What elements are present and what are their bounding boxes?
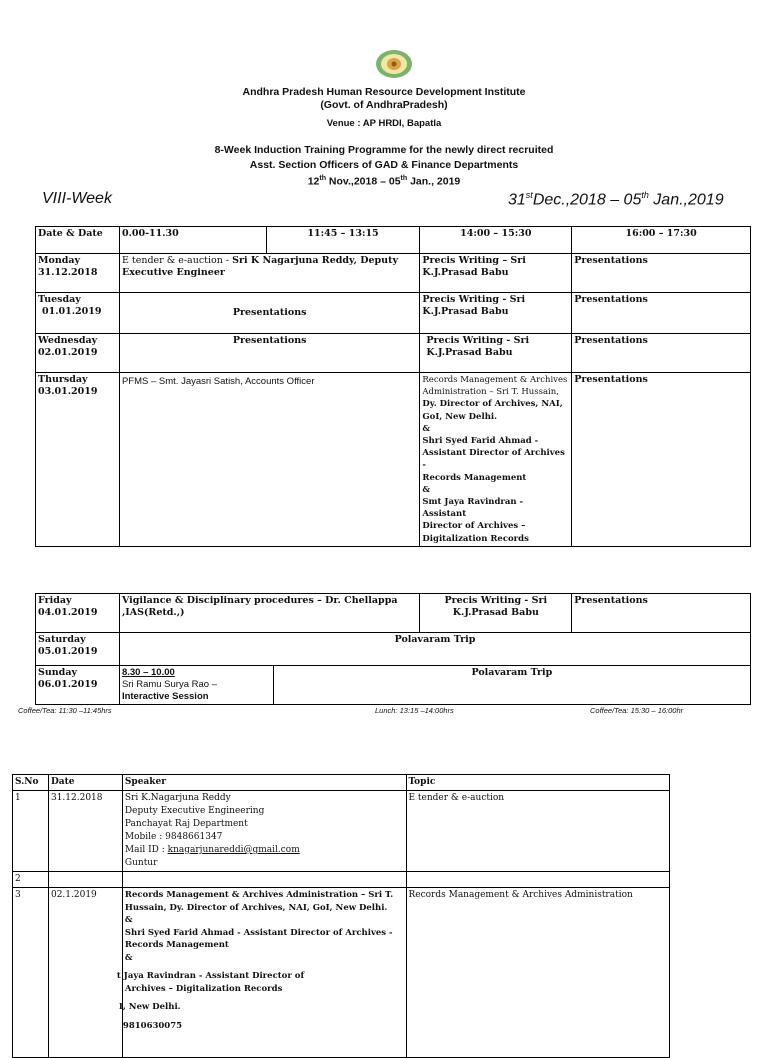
morning-session: PFMS – Smt. Jayasri Satish, Accounts Officer [119,373,419,547]
trip-session: Polavaram Trip [119,633,750,666]
header-slot-2: 11:45 – 13:15 [266,227,420,254]
speaker-cell: Records Management & Archives Administration – Sri T. Hussain, Dy. Director of Archives, NAI, GoI, New Delhi. & Shri Syed Farid Ahmad - Assistant Director of Archives - Records Management & t Jaya Ravindran - Assistant Director of Archives – Digitalization Records I, New Delhi. 9810630075 [122,888,406,1058]
date-cell [48,872,122,888]
header-speaker: Speaker [122,775,406,791]
table-header-row [13,775,670,791]
table-row [13,888,670,1058]
venue: Venue : AP HRDI, Bapatla [326,118,442,129]
org-name: Andhra Pradesh Human Resource Development Institute [242,86,526,98]
sno-cell: 2 [13,872,49,888]
afternoon-session: Precis Writing – Sri K.J.Prasad Babu [420,254,572,293]
afternoon-session: Precis Writing - Sri K.J.Prasad Babu [420,594,572,633]
ap-emblem-icon [374,48,414,80]
sno-cell: 1 [13,791,49,872]
programme-title: 8-Week Induction Training Programme for the newly direct recruited [214,144,554,156]
table-header-row [36,227,751,254]
day-cell: Friday 04.01.2019 [36,594,120,633]
day-cell: Thursday 03.01.2019 [36,373,120,547]
header-date: Date & Date [36,227,120,254]
schedule-table-week [35,226,751,547]
week-label: VIII-Week [42,190,112,207]
programme-subtitle: Asst. Section Officers of GAD & Finance Departments [249,159,519,171]
topic-cell [406,872,670,888]
afternoon-session: Precis Writing - Sri K.J.Prasad Babu [420,293,572,334]
day-cell: Monday 31.12.2018 [36,254,120,293]
interactive-session: 8.30 – 10.00 Sri Ramu Surya Rao – Interactive Session [119,666,273,705]
evening-session: Presentations [572,293,751,334]
lunch-break: Lunch: 13:15 –14:00hrs [375,706,454,715]
schedule-table-weekend [35,593,751,705]
table-row [36,666,751,705]
header-slot-1: 0.00-11.30 [119,227,266,254]
morning-session: E tender & e-auction - Sri K Nagarjuna Reddy, Deputy Executive Engineer [119,254,419,293]
table-row [36,334,751,373]
table-row [36,594,751,633]
table-row [36,293,751,334]
evening-session: Presentations [572,594,751,633]
topic-cell: E tender & e-auction [406,791,670,872]
day-cell: Sunday 06.01.2019 [36,666,120,705]
email-link[interactable]: knagarjunareddi@gmail.com [167,845,300,855]
header-topic: Topic [406,775,670,791]
date-cell: 31.12.2018 [48,791,122,872]
sno-cell: 3 [13,888,49,1058]
evening-session: Presentations [572,254,751,293]
morning-session: Presentations [119,293,419,334]
evening-session: Presentations [572,334,751,373]
day-cell: Tuesday 01.01.2019 [36,293,120,334]
header-date: Date [48,775,122,791]
speakers-table [12,774,670,1058]
header-slot-3: 14:00 – 15:30 [420,227,572,254]
day-cell: Saturday 05.01.2019 [36,633,120,666]
header-slot-4: 16:00 – 17:30 [572,227,751,254]
table-row [13,791,670,872]
morning-session: Presentations [119,334,419,373]
table-row [36,254,751,293]
header-sno: S.No [13,775,49,791]
evening-session: Presentations [572,373,751,547]
table-row [36,633,751,666]
trip-session: Polavaram Trip [273,666,750,705]
speaker-cell: Sri K.Nagarjuna Reddy Deputy Executive Engineering Panchayat Raj Department Mobile : 9848661347 Mail ID : knagarjunareddi@gmail.com Guntur [122,791,406,872]
afternoon-session: Precis Writing - Sri K.J.Prasad Babu [420,334,572,373]
coffee-break-morning: Coffee/Tea: 11:30 –11:45hrs [18,706,112,715]
programme-dates: 12th Nov.,2018 – 05th Jan., 2019 [307,175,461,188]
date-cell: 02.1.2019 [48,888,122,1058]
table-row [13,872,670,888]
morning-session: Vigilance & Disciplinary procedures – Dr. Chellappa ,IAS(Retd.,) [119,594,419,633]
afternoon-session: Records Management & Archives Administration – Sri T. Hussain, Dy. Director of Archives, NAI, GoI, New Delhi. & Shri Syed Farid Ahmad - Assistant Director of Archives - Records Management & Smt Jaya Ravindran - Assistant Director of Archives – Digitalization Records [420,373,572,547]
speaker-cell [122,872,406,888]
table-row [36,373,751,547]
coffee-break-evening: Coffee/Tea: 15:30 – 16:00hr [590,706,684,715]
day-cell: Wednesday 02.01.2019 [36,334,120,373]
topic-cell: Records Management & Archives Administration [406,888,670,1058]
week-range: 31stDec.,2018 – 05th Jan.,2019 [508,190,724,209]
org-govt: (Govt. of AndhraPradesh) [320,99,448,111]
